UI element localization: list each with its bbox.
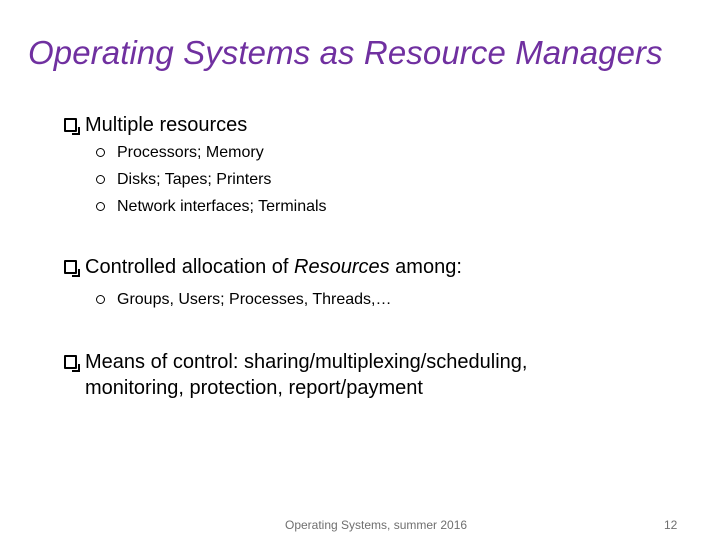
- bullet-text-after: among:: [389, 256, 462, 278]
- bullet-controlled-allocation: [64, 254, 462, 280]
- sub-item: [96, 286, 391, 313]
- bullet-text: [85, 254, 462, 280]
- checkbox-bullet-icon: [64, 355, 77, 369]
- slide-title: Operating Systems as Resource Managers: [28, 34, 663, 71]
- sub-item-text: Network interfaces; Terminals: [117, 198, 327, 215]
- sub-item-text: Disks; Tapes; Printers: [117, 171, 272, 188]
- checkbox-bullet-icon: [64, 118, 77, 132]
- bullet-text-before: Controlled allocation of: [85, 256, 295, 278]
- circle-bullet-icon: [96, 148, 105, 157]
- bullet-text-line2: monitoring, protection, report/payment: [85, 377, 423, 399]
- bullet-means-of-control: [64, 349, 527, 401]
- sub-item: [96, 193, 327, 220]
- sub-list-allocation: [96, 286, 391, 313]
- circle-bullet-icon: [96, 175, 105, 184]
- circle-bullet-icon: [96, 295, 105, 304]
- checkbox-bullet-icon: [64, 260, 77, 274]
- sub-list-resources: [96, 139, 327, 220]
- sub-item-text: Processors; Memory: [117, 144, 264, 161]
- sub-item: [96, 166, 327, 193]
- sub-item-text: Groups, Users; Processes, Threads,…: [117, 291, 392, 308]
- bullet-text-italic: Resources: [294, 256, 390, 278]
- bullet-text: [85, 349, 527, 401]
- sub-item: [96, 139, 327, 166]
- bullet-text-line1: Means of control: sharing/multiplexing/scheduling,: [85, 351, 528, 373]
- bullet-text: Multiple resources: [85, 114, 248, 136]
- circle-bullet-icon: [96, 202, 105, 211]
- page-number: 12: [664, 518, 678, 532]
- footer-text: Operating Systems, summer 2016: [285, 518, 468, 532]
- bullet-multiple-resources: [64, 112, 247, 138]
